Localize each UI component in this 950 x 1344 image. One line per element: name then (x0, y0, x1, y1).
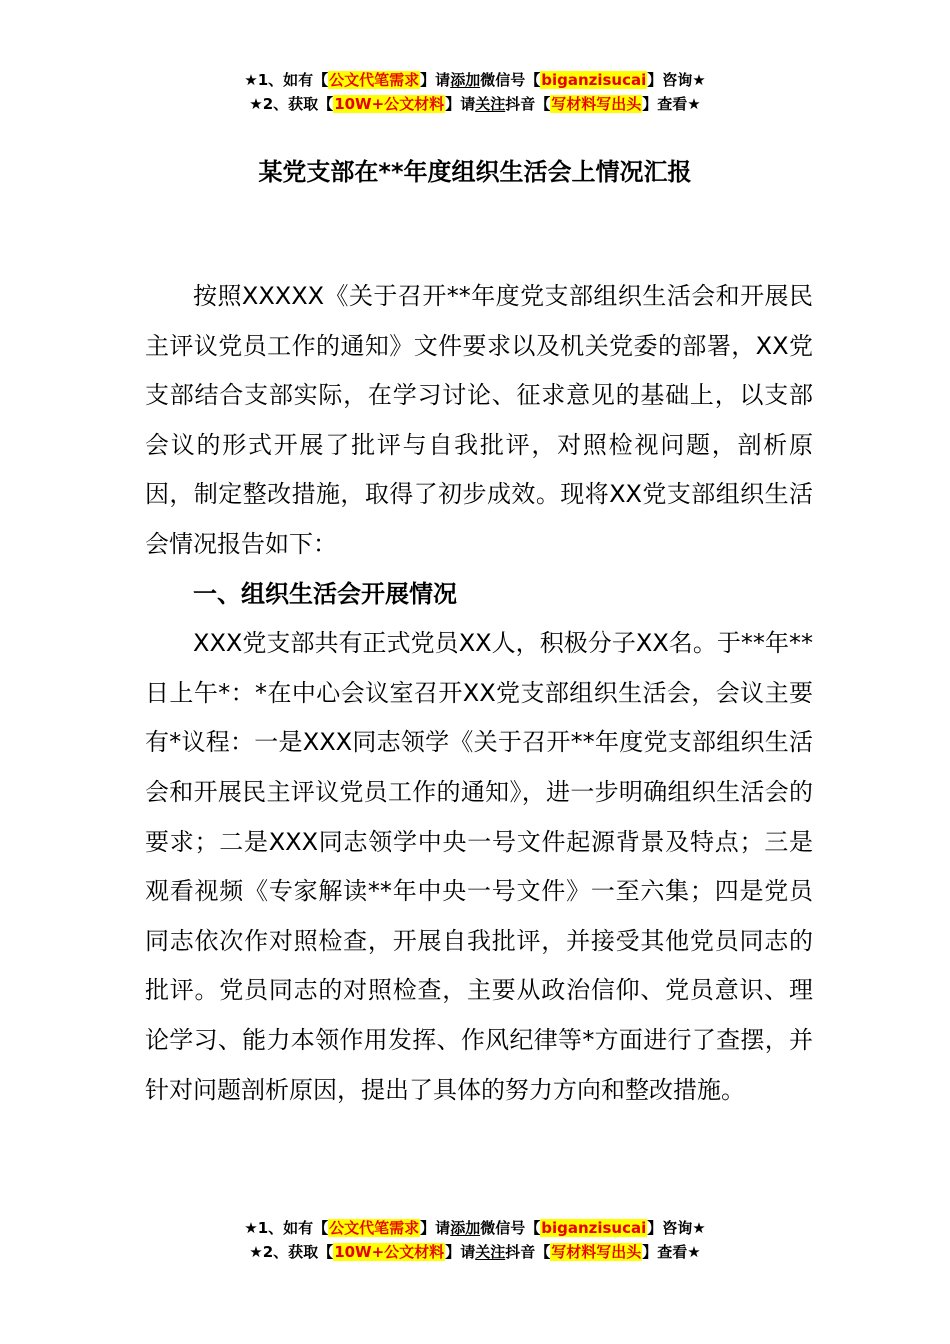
promo-text: 】请 (445, 1243, 476, 1261)
promo-highlight-douyin-account: 写材料写出头 (551, 1243, 642, 1261)
promo-highlight-service: 公文代笔需求 (329, 1219, 420, 1237)
promo-highlight-wechat-id: biganzisucai (541, 71, 647, 89)
promo-text: 】请 (445, 95, 476, 113)
promo-text: 】请 (420, 71, 451, 89)
promo-line-1 (0, 1216, 950, 1240)
section-paragraph: XXX党支部共有正式党员XX人，积极分子XX名。于**年**日上午*：*在中心会议室召开XX党支部组织生活会，会议主要有*议程：一是XXX同志领学《关于召开**年度党支部组织生活会和开展民主评议党员工作的通知》，进一步明确组织生活会的要求；二是XXX同志领学中央一号文件起源背景及特点；三是观看视频《专家解读**年中央一号文件》一至六集；四是党员同志依次作对照检查，开展自我批评，并接受其他党员同志的批评。党员同志的对照检查，主要从政治信仰、党员意识、理论学习、能力本领作用发挥、作风纪律等*方面进行了查摆，并针对问题剖析原因，提出了具体的努力方向和整改措施。 (145, 629, 813, 1104)
promo-underlined-follow: 关注 (475, 95, 506, 113)
promo-underlined-add: 添加 (450, 1219, 481, 1237)
promo-text: 微信号【 (480, 1219, 541, 1237)
promo-text: 】查看★ (642, 95, 701, 113)
promo-underlined-add: 添加 (450, 71, 481, 89)
promo-highlight-service: 公文代笔需求 (329, 71, 420, 89)
promo-text: 】咨询★ (647, 1219, 706, 1237)
promo-text: 微信号【 (480, 71, 541, 89)
promo-text: ★1、如有【 (244, 1219, 329, 1237)
document-body (145, 272, 813, 1115)
promo-line-2 (0, 92, 950, 116)
promo-underlined-follow: 关注 (475, 1243, 506, 1261)
promo-highlight-materials: 10W+公文材料 (334, 95, 445, 113)
intro-paragraph: 按照XXXXX《关于召开**年度党支部组织生活会和开展民主评议党员工作的通知》文件要求以及机关党委的部署，XX党支部结合支部实际，在学习讨论、征求意见的基础上，以支部会议的形式开展了批评与自我批评，对照检视问题，剖析原因，制定整改措施，取得了初步成效。现将XX党支部组织生活会情况报告如下： (145, 282, 813, 558)
promo-text: ★1、如有【 (244, 71, 329, 89)
document-title: 某党支部在**年度组织生活会上情况汇报 (258, 158, 692, 186)
promo-highlight-wechat-id: biganzisucai (541, 1219, 647, 1237)
promo-text: 抖音【 (505, 1243, 551, 1261)
promo-text: ★2、获取【 (249, 1243, 334, 1261)
promo-text: 抖音【 (505, 95, 551, 113)
promo-banner-bottom (0, 1216, 950, 1264)
promo-highlight-materials: 10W+公文材料 (334, 1243, 445, 1261)
promo-text: 】请 (420, 1219, 451, 1237)
section-heading: 一、组织生活会开展情况 (193, 579, 457, 608)
promo-line-1 (0, 68, 950, 92)
promo-text: 】查看★ (642, 1243, 701, 1261)
promo-line-2 (0, 1240, 950, 1264)
promo-text: ★2、获取【 (249, 95, 334, 113)
promo-highlight-douyin-account: 写材料写出头 (551, 95, 642, 113)
promo-banner-top (0, 68, 950, 116)
promo-text: 】咨询★ (647, 71, 706, 89)
